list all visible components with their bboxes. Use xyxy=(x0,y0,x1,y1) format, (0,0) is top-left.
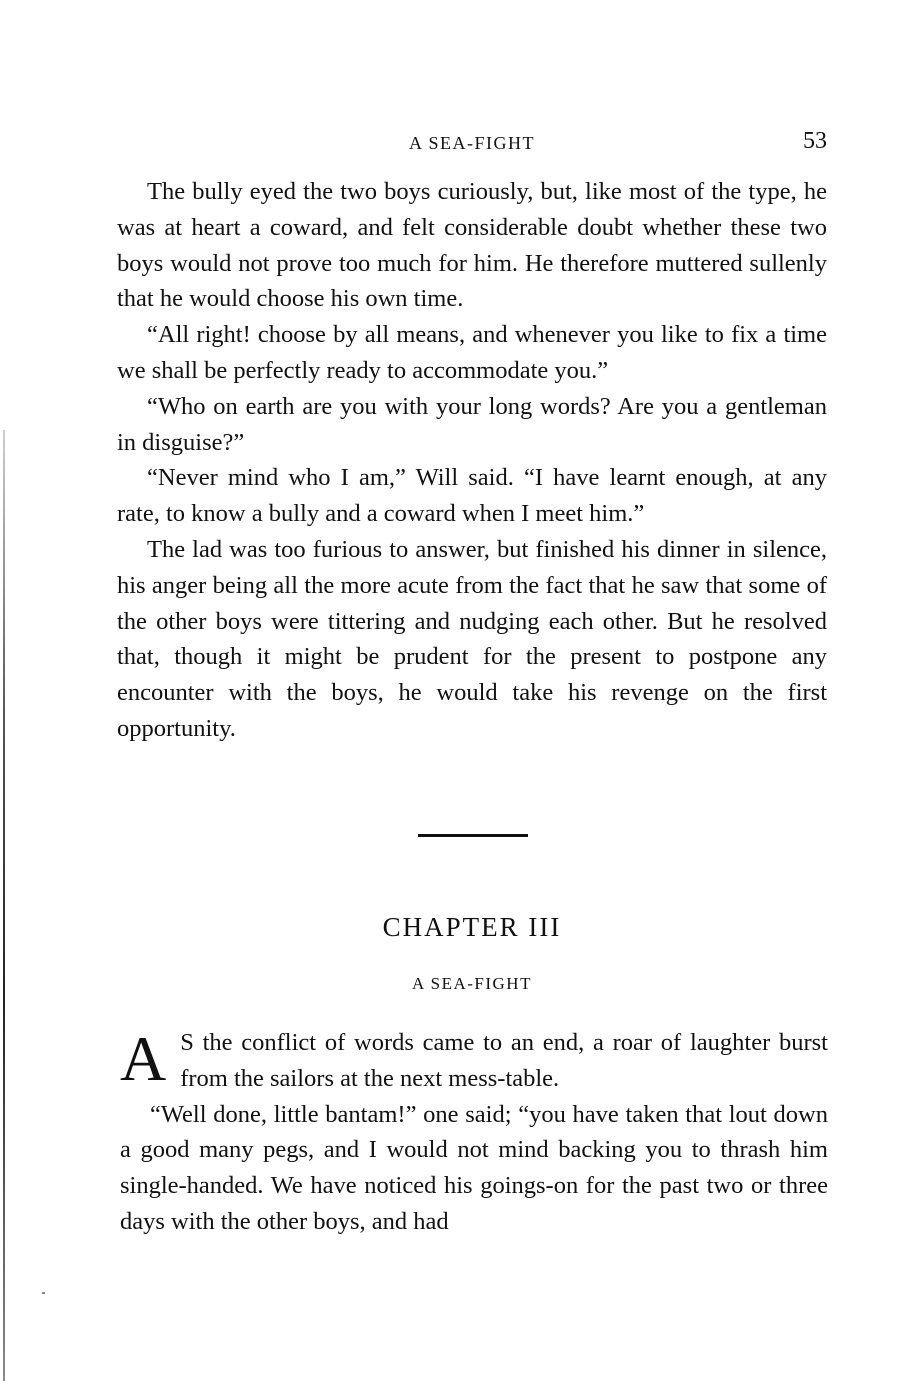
chapter-subtitle: A SEA-FIGHT xyxy=(412,974,532,993)
section-divider-rule xyxy=(418,834,528,837)
body-text-chapter xyxy=(120,1025,828,1240)
chapter-heading: CHAPTER III xyxy=(382,912,562,942)
opening-paragraph-text: S the conflict of words came to an end, a roar of laughter burst from the sailors at the next mess-table. xyxy=(180,1029,828,1092)
page-number: 53 xyxy=(803,128,827,154)
scan-gutter-line xyxy=(3,430,5,1381)
drop-cap: A xyxy=(120,1023,167,1094)
running-head xyxy=(117,128,827,158)
paragraph: The bully eyed the two boys curiously, but, like most of the type, he was at heart a coward, and felt considerable doubt whether these two boys would not prove too much for him. He therefore muttered sullenly that he would choose his own time. xyxy=(117,178,827,313)
paragraph: “Well done, little bantam!” one said; “you have taken that lout down a good many pegs, and I would not mind backing you to thrash him single-handed. We have noticed his goings-on for the past two or three days with the other boys, and had xyxy=(120,1100,828,1235)
running-title: A SEA-FIGHT xyxy=(408,133,535,153)
opening-paragraph xyxy=(120,1025,828,1097)
paragraph: “Never mind who I am,” Will said. “I have learnt enough, at any rate, to know a bully and a coward when I meet him.” xyxy=(117,464,827,528)
scan-speck xyxy=(42,1292,45,1294)
body-text-top xyxy=(117,174,827,747)
paragraph: “Who on earth are you with your long words? Are you a gentleman in disguise?” xyxy=(117,392,827,456)
paragraph: “All right! choose by all means, and whenever you like to fix a time we shall be perfectly ready to accommodate you.” xyxy=(117,321,827,384)
paragraph: The lad was too furious to answer, but finished his dinner in silence, his anger being all the more acute from the fact that he saw that some of the other boys were tittering and nudging each other. But he resolved that, though it might be prudent for the present to postpone any encounter with the boys, he would take his revenge on the first opportunity. xyxy=(117,535,827,742)
